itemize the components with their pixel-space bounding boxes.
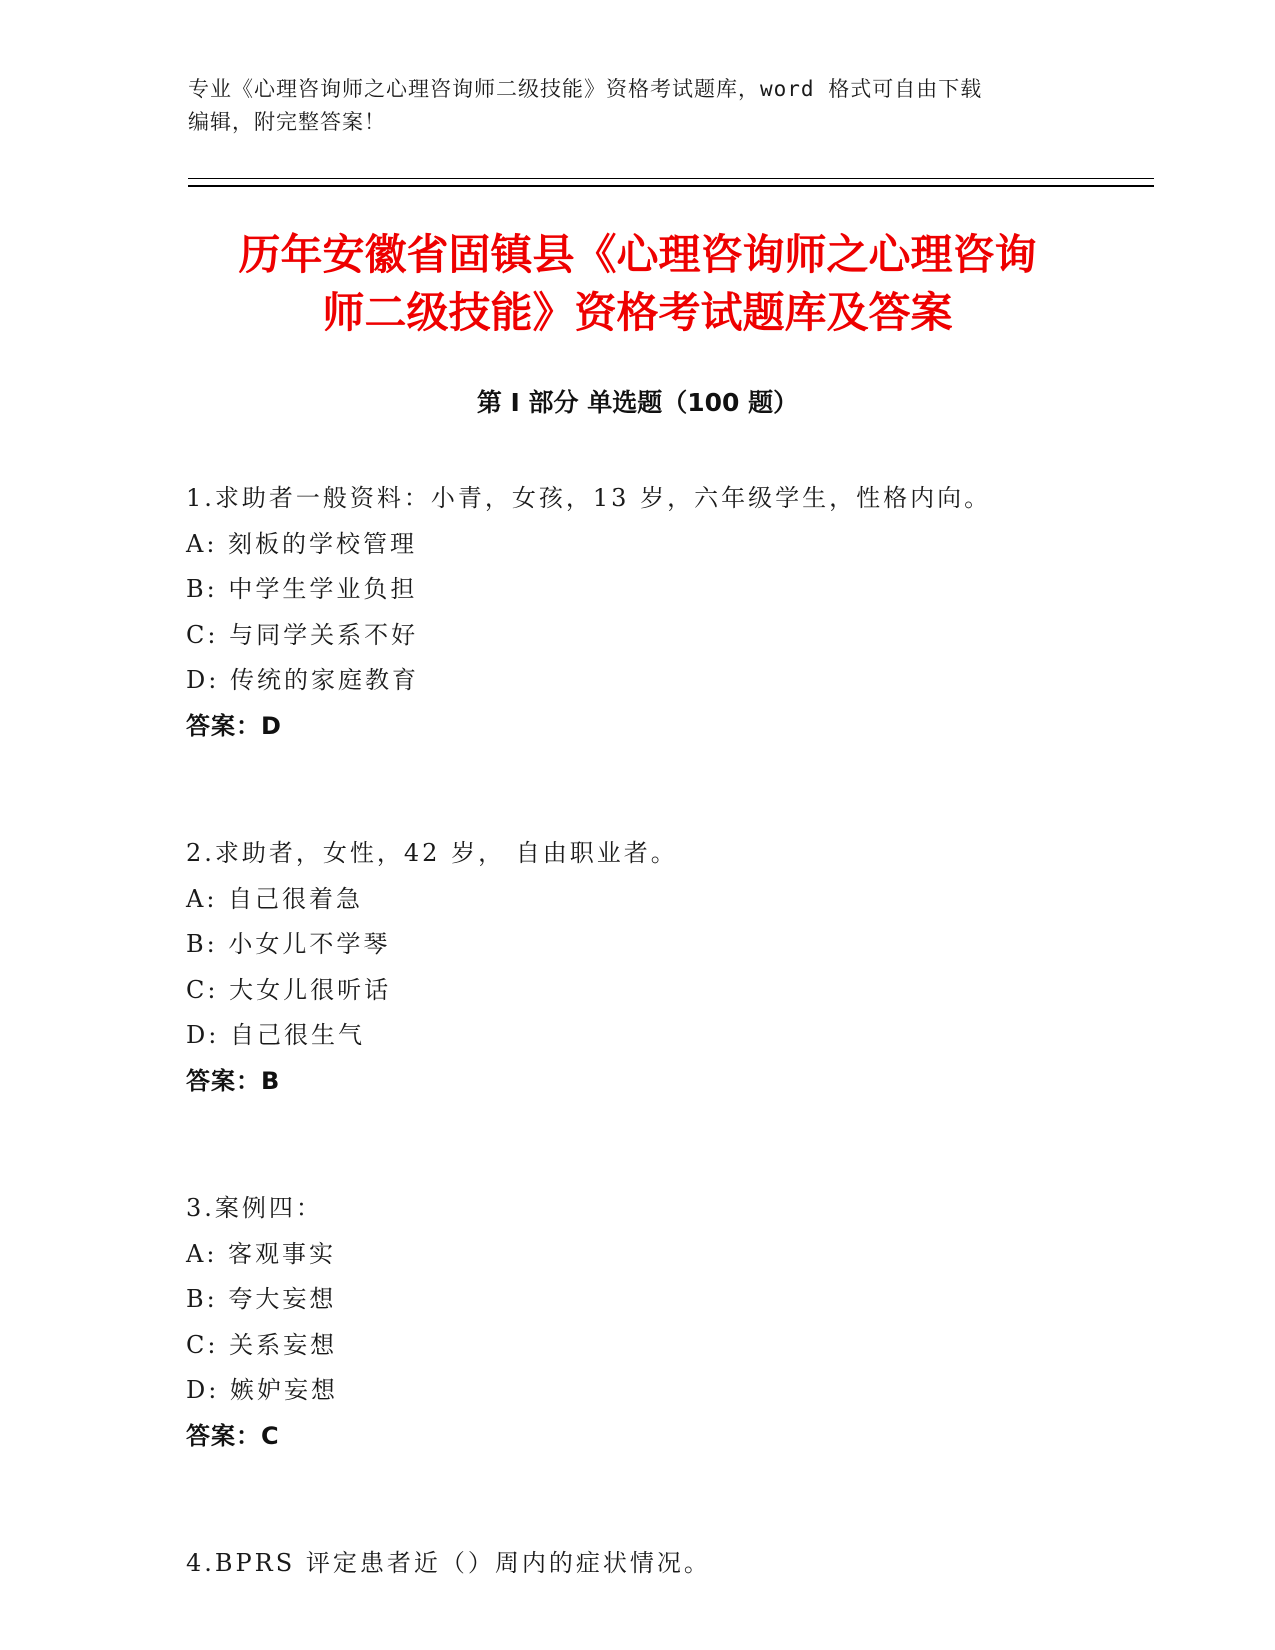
option-c: C: 与同学关系不好: [186, 620, 419, 649]
document-title-line-2: 师二级技能》资格考试题库及答案: [322, 288, 953, 337]
section-heading: 第 I 部分 单选题（100 题）: [476, 388, 799, 417]
question-stem: 1.求助者一般资料：小青，女孩，13 岁，六年级学生，性格内向。: [186, 484, 992, 512]
question-spacer: [186, 1459, 1146, 1541]
header-rule-top: [188, 178, 1154, 179]
header-note-line-2: 编辑，附完整答案！: [188, 110, 386, 134]
option-a: A: 客观事实: [186, 1239, 337, 1268]
option-b: B: 中学生学业负担: [186, 575, 418, 603]
option-a: A: 刻板的学校管理: [186, 529, 418, 558]
answer: 答案：B: [186, 1066, 281, 1095]
option-c: C: 大女儿很听话: [186, 975, 392, 1004]
option-b: B: 小女儿不学琴: [186, 930, 391, 958]
question-4: [186, 1541, 1146, 1587]
answer: 答案：C: [186, 1421, 280, 1450]
answer: 答案：D: [186, 711, 282, 740]
option-b: B: 夸大妄想: [186, 1285, 337, 1313]
option-d: D: 嫉妒妄想: [186, 1376, 338, 1404]
question-2: [186, 831, 1146, 1104]
option-d: D: 自己很生气: [186, 1021, 365, 1049]
option-d: D: 传统的家庭教育: [186, 666, 419, 694]
question-list: [186, 476, 1146, 1587]
question-spacer: [186, 749, 1146, 831]
header-rule-bottom: [188, 185, 1154, 187]
question-stem: 4.BPRS 评定患者近（）周内的症状情况。: [186, 1549, 711, 1577]
question-stem: 3.案例四：: [186, 1194, 323, 1222]
document-title-line-1: 历年安徽省固镇县《心理咨询师之心理咨询: [238, 230, 1037, 279]
question-3: [186, 1186, 1146, 1459]
option-c: C: 关系妄想: [186, 1330, 338, 1359]
question-spacer: [186, 1104, 1146, 1186]
header-note-line-1: 专业《心理咨询师之心理咨询师二级技能》资格考试题库，word 格式可自由下载: [188, 77, 983, 101]
document-title: [150, 226, 1125, 342]
question-1: [186, 476, 1146, 749]
document-header-note: [188, 73, 1088, 139]
option-a: A: 自己很着急: [186, 884, 364, 913]
question-stem: 2.求助者，女性，42 岁， 自由职业者。: [186, 839, 678, 867]
